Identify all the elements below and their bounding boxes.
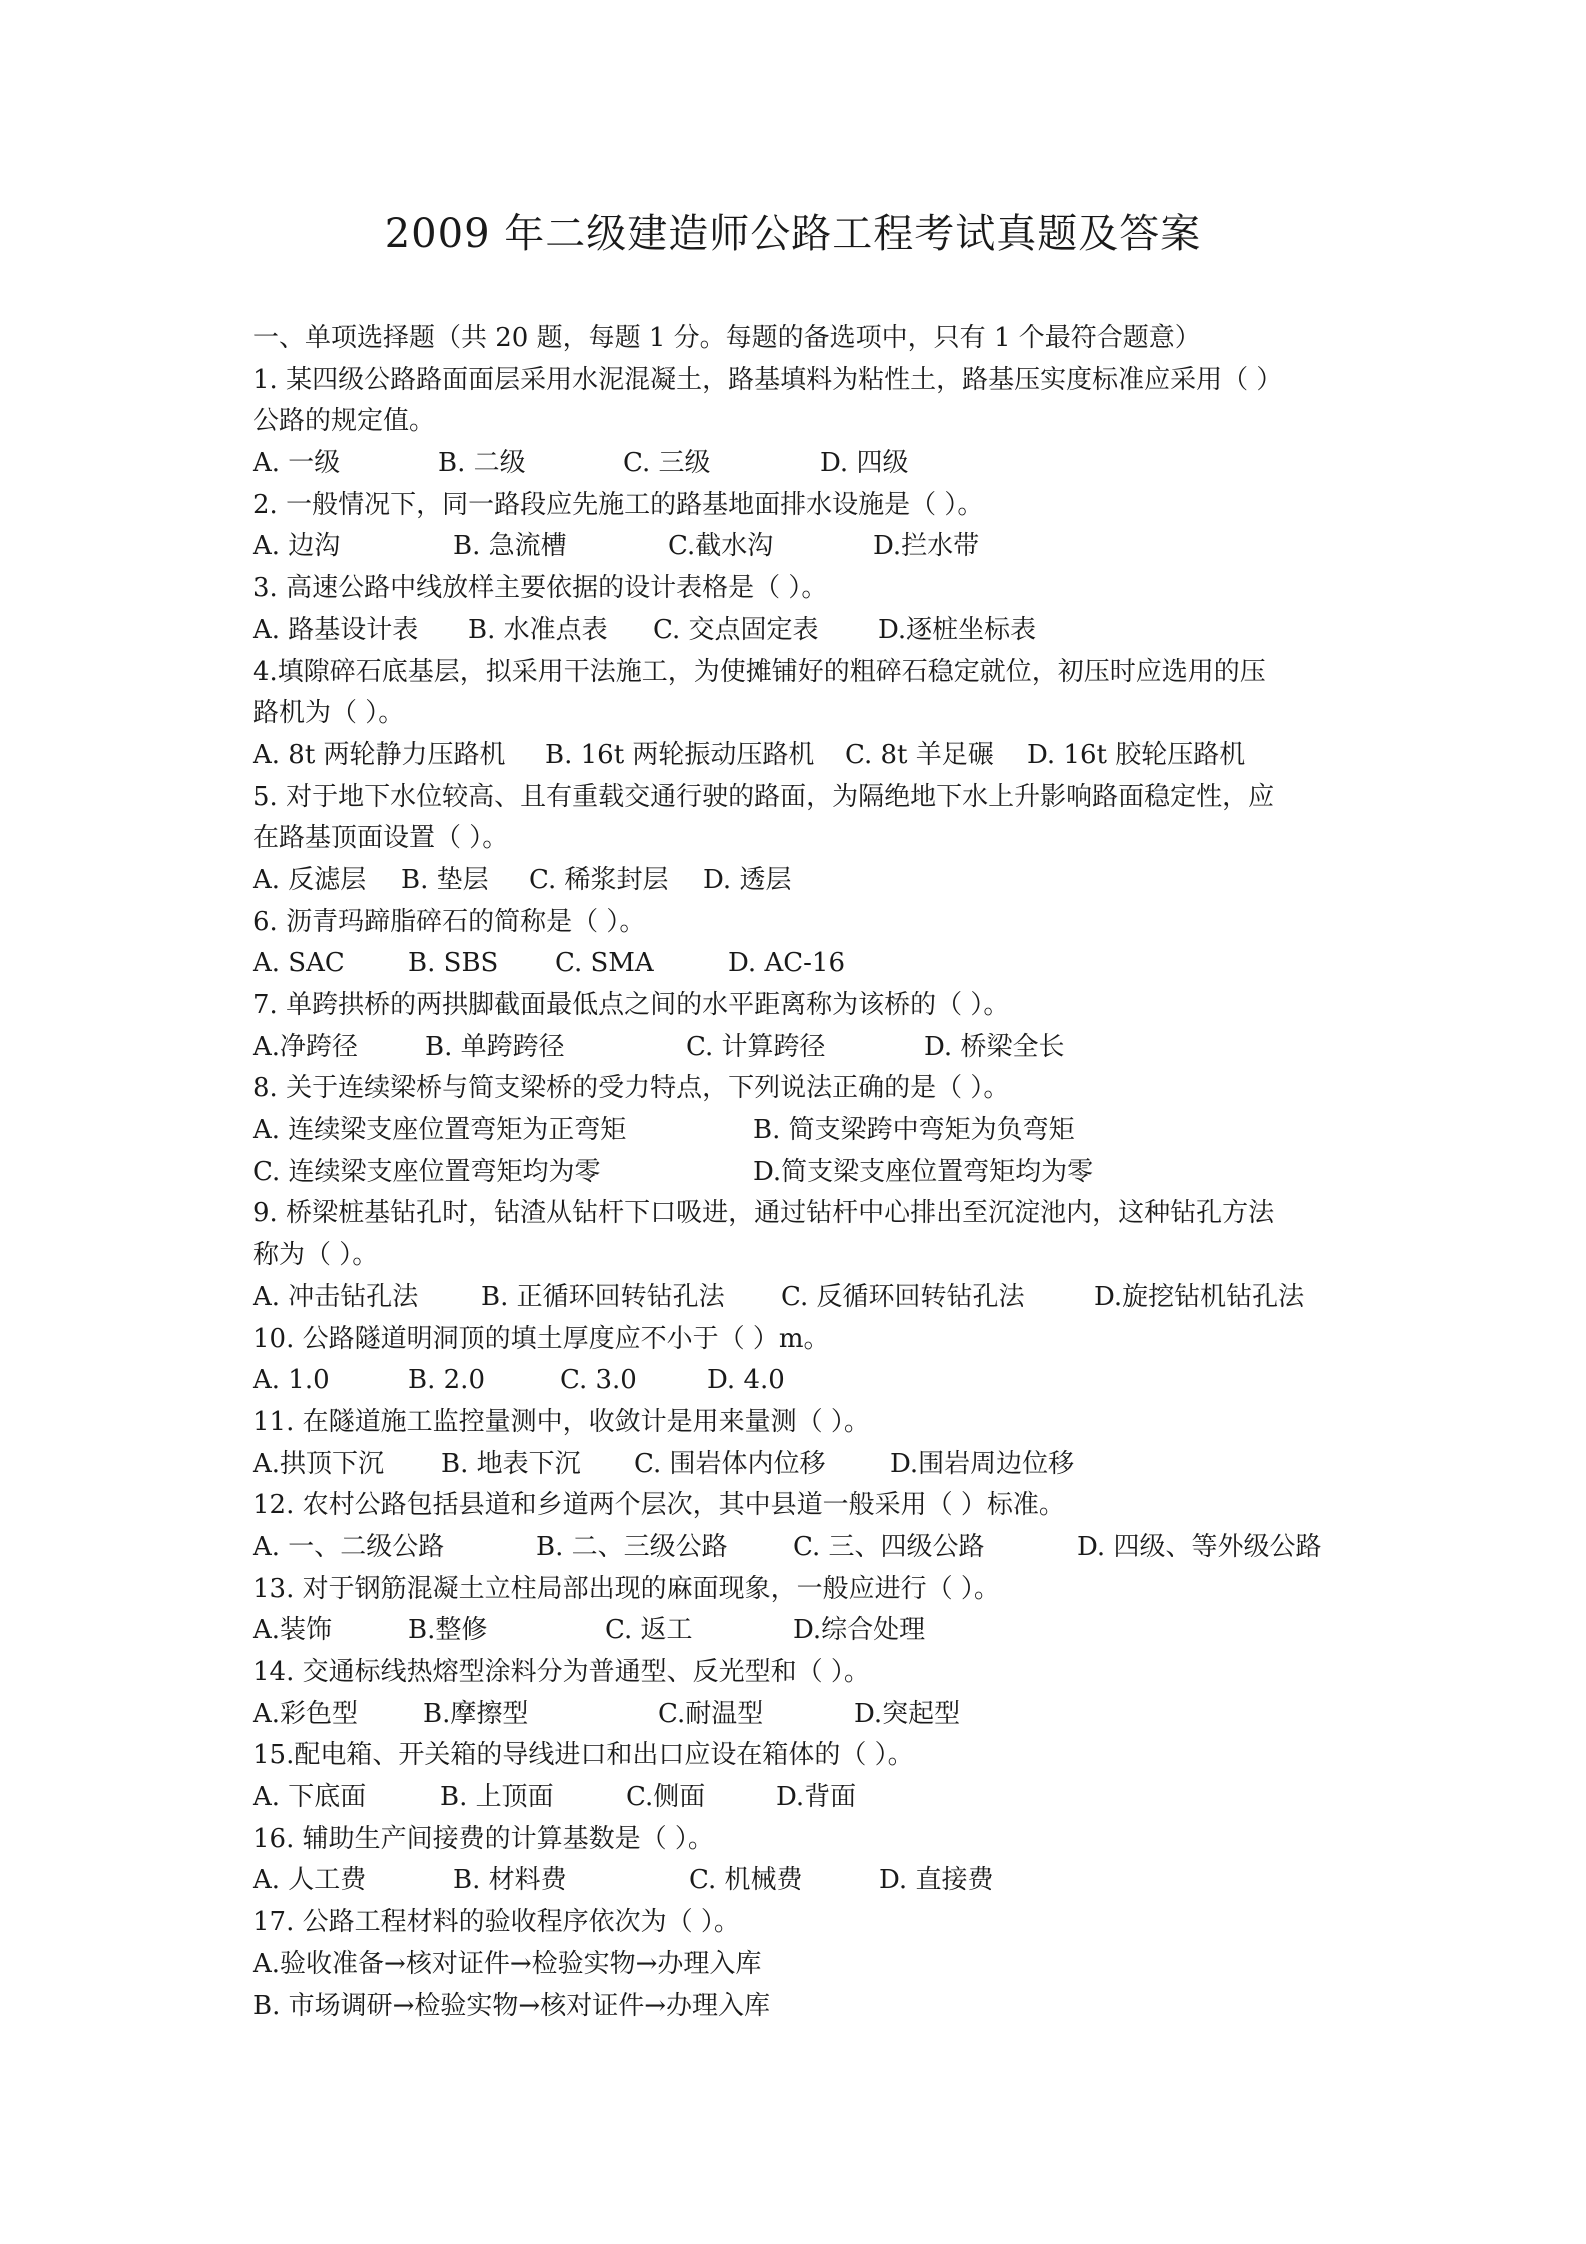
question-stem: 4.填隙碎石底基层，拟采用干法施工，为使摊铺好的粗碎石稳定就位，初压时应选用的压 bbox=[253, 656, 1266, 687]
option-d: D. 透层 bbox=[703, 864, 792, 895]
option-d: D.背面 bbox=[776, 1782, 857, 1813]
question-list bbox=[253, 318, 1353, 2027]
option-b: B. 急流槽 bbox=[453, 531, 567, 562]
option-b: B. 二级 bbox=[438, 448, 526, 479]
question-item bbox=[253, 985, 1353, 1068]
option-a: A. 1.0 bbox=[253, 1365, 330, 1396]
option-b: B.整修 bbox=[408, 1615, 488, 1646]
document-title: 2009 年二级建造师公路工程考试真题及答案 bbox=[384, 211, 1202, 257]
option-a: A.彩色型 bbox=[253, 1698, 359, 1729]
question-item bbox=[253, 360, 1353, 485]
question-stem: 15.配电箱、开关箱的导线进口和出口应设在箱体的（ ）。 bbox=[253, 1740, 914, 1771]
option-b: B. 地表下沉 bbox=[441, 1448, 581, 1479]
option-a: A.验收准备→核对证件→检验实物→办理入库 bbox=[253, 1948, 762, 1979]
option-b: B. 简支梁跨中弯矩为负弯矩 bbox=[753, 1115, 1075, 1146]
option-a: A. 一、二级公路 bbox=[253, 1531, 445, 1562]
option-row bbox=[253, 1444, 1353, 1486]
option-row bbox=[253, 860, 1353, 902]
option-row bbox=[253, 610, 1353, 652]
question-stem: 11. 在隧道施工监控量测中，收敛计是用来量测（ ）。 bbox=[253, 1406, 870, 1437]
option-a: A. 一级 bbox=[253, 448, 341, 479]
option-a: A. 路基设计表 bbox=[253, 614, 419, 645]
option-c: C. 反循环回转钻孔法 bbox=[781, 1281, 1025, 1312]
option-b: B. 上顶面 bbox=[440, 1782, 554, 1813]
option-row bbox=[253, 1527, 1353, 1569]
option-c: C. 机械费 bbox=[689, 1865, 803, 1896]
option-b: B. 单跨跨径 bbox=[425, 1031, 565, 1062]
option-b: B. 垫层 bbox=[401, 864, 489, 895]
question-item bbox=[253, 777, 1353, 902]
question-item bbox=[253, 902, 1353, 985]
option-c: C. 稀浆封层 bbox=[529, 864, 669, 895]
option-row bbox=[253, 1110, 1353, 1152]
option-row bbox=[253, 443, 1353, 485]
option-b: B.摩擦型 bbox=[423, 1698, 529, 1729]
question-stem: 13. 对于钢筋混凝土立柱局部出现的麻面现象，一般应进行（ ）。 bbox=[253, 1573, 1000, 1604]
option-d: D.简支梁支座位置弯矩均为零 bbox=[753, 1156, 1094, 1187]
question-stem: 公路的规定值。 bbox=[253, 406, 436, 437]
question-item bbox=[253, 1569, 1353, 1652]
question-stem: 称为（ ）。 bbox=[253, 1240, 379, 1271]
option-d: D. 桥梁全长 bbox=[924, 1031, 1065, 1062]
question-stem: 7. 单跨拱桥的两拱脚截面最低点之间的水平距离称为该桥的（ ）。 bbox=[253, 990, 1010, 1020]
option-b: B. 二、三级公路 bbox=[536, 1531, 728, 1562]
question-item bbox=[253, 1735, 1353, 1818]
option-d: D.拦水带 bbox=[873, 531, 980, 562]
option-b: B. 2.0 bbox=[408, 1365, 485, 1396]
option-c: C.侧面 bbox=[626, 1782, 706, 1813]
option-d: D.围岩周边位移 bbox=[890, 1448, 1075, 1479]
question-stem: 路机为（ ）。 bbox=[253, 698, 405, 729]
option-row bbox=[253, 1152, 1353, 1194]
question-item bbox=[253, 1652, 1353, 1735]
question-stem: 14. 交通标线热熔型涂料分为普通型、反光型和（ ）。 bbox=[253, 1657, 870, 1687]
option-row bbox=[253, 1777, 1353, 1819]
option-b: B. SBS bbox=[408, 948, 499, 979]
question-stem: 1. 某四级公路路面面层采用水泥混凝土，路基填料为粘性土，路基压实度标准应采用（ ） bbox=[253, 364, 1283, 395]
option-d: D. AC-16 bbox=[728, 948, 845, 979]
option-b: B. 正循环回转钻孔法 bbox=[481, 1281, 725, 1312]
option-row bbox=[253, 1360, 1353, 1402]
question-stem: 5. 对于地下水位较高、且有重载交通行驶的路面，为隔绝地下水上升影响路面稳定性，应 bbox=[253, 781, 1275, 812]
question-stem: 9. 桥梁桩基钻孔时，钻渣从钻杆下口吸进，通过钻杆中心排出至沉淀池内，这种钻孔方法 bbox=[253, 1198, 1275, 1229]
option-a: A. 8t 两轮静力压路机 bbox=[253, 739, 506, 770]
option-row bbox=[253, 1860, 1353, 1902]
option-d: D. 4.0 bbox=[707, 1365, 785, 1396]
option-d: D. 直接费 bbox=[879, 1865, 994, 1896]
option-row bbox=[253, 735, 1353, 777]
question-item bbox=[253, 1319, 1353, 1402]
question-stem: 3. 高速公路中线放样主要依据的设计表格是（ ）。 bbox=[253, 573, 828, 604]
option-c: C. 连续梁支座位置弯矩均为零 bbox=[253, 1156, 601, 1187]
option-b: B. 16t 两轮振动压路机 bbox=[545, 739, 815, 770]
option-a: A. 冲击钻孔法 bbox=[253, 1281, 419, 1312]
option-c: C. 返工 bbox=[605, 1615, 693, 1646]
option-a: A. 人工费 bbox=[253, 1865, 367, 1896]
option-c: C. 三、四级公路 bbox=[793, 1531, 985, 1562]
option-row bbox=[253, 943, 1353, 985]
question-stem: 8. 关于连续梁桥与简支梁桥的受力特点，下列说法正确的是（ ）。 bbox=[253, 1073, 1010, 1104]
option-c: C.耐温型 bbox=[658, 1698, 764, 1729]
option-a: A.装饰 bbox=[253, 1615, 333, 1646]
option-row bbox=[253, 1277, 1353, 1319]
question-item bbox=[253, 1902, 1353, 2027]
option-d: D.综合处理 bbox=[793, 1615, 926, 1646]
question-stem: 6. 沥青玛蹄脂碎石的简称是（ ）。 bbox=[253, 906, 646, 937]
option-d: D. 四级 bbox=[820, 448, 909, 479]
option-d: D.突起型 bbox=[854, 1698, 961, 1729]
question-stem: 2. 一般情况下，同一路段应先施工的路基地面排水设施是（ ）。 bbox=[253, 489, 984, 520]
option-row bbox=[253, 526, 1353, 568]
option-b: B. 水准点表 bbox=[468, 614, 608, 645]
option-d: D. 四级、等外级公路 bbox=[1077, 1531, 1322, 1562]
question-item bbox=[253, 485, 1353, 568]
option-c: C. 交点固定表 bbox=[653, 614, 819, 645]
option-a: A.净跨径 bbox=[253, 1031, 359, 1062]
question-stem: 在路基顶面设置（ ）。 bbox=[253, 823, 509, 854]
question-item bbox=[253, 652, 1353, 777]
option-c: C. 8t 羊足碾 bbox=[845, 739, 994, 770]
option-row bbox=[253, 1027, 1353, 1069]
option-c: C. 3.0 bbox=[560, 1365, 637, 1396]
question-item bbox=[253, 1193, 1353, 1318]
option-a: A. SAC bbox=[253, 948, 345, 979]
option-a: A.拱顶下沉 bbox=[253, 1448, 385, 1479]
option-c: C.截水沟 bbox=[668, 531, 774, 562]
option-row bbox=[253, 1610, 1353, 1652]
question-item bbox=[253, 1485, 1353, 1568]
option-c: C. 三级 bbox=[623, 448, 711, 479]
option-c: C. 计算跨径 bbox=[686, 1031, 826, 1062]
question-stem: 17. 公路工程材料的验收程序依次为（ ）。 bbox=[253, 1907, 740, 1938]
option-a: A. 边沟 bbox=[253, 531, 341, 562]
option-c: C. 围岩体内位移 bbox=[634, 1448, 826, 1479]
section-heading: 一、单项选择题（共 20 题，每题 1 分。每题的备选项中，只有 1 个最符合题意） bbox=[253, 323, 1201, 353]
option-d: D.旋挖钻机钻孔法 bbox=[1094, 1281, 1305, 1312]
question-item bbox=[253, 1068, 1353, 1193]
option-c: C. SMA bbox=[555, 948, 654, 979]
option-a: A. 反滤层 bbox=[253, 864, 367, 895]
option-b: B. 市场调研→检验实物→核对证件→办理入库 bbox=[253, 1990, 770, 2021]
question-item bbox=[253, 1819, 1353, 1902]
option-d: D. 16t 胶轮压路机 bbox=[1027, 739, 1246, 770]
option-a: A. 连续梁支座位置弯矩为正弯矩 bbox=[253, 1115, 627, 1146]
question-item bbox=[253, 568, 1353, 651]
option-row bbox=[253, 1694, 1353, 1736]
question-stem: 12. 农村公路包括县道和乡道两个层次，其中县道一般采用（ ）标准。 bbox=[253, 1490, 1065, 1521]
question-stem: 16. 辅助生产间接费的计算基数是（ ）。 bbox=[253, 1823, 714, 1854]
question-stem: 10. 公路隧道明洞顶的填土厚度应不小于（ ）m。 bbox=[253, 1323, 830, 1354]
option-d: D.逐桩坐标表 bbox=[878, 614, 1037, 645]
option-b: B. 材料费 bbox=[453, 1865, 567, 1896]
option-a: A. 下底面 bbox=[253, 1782, 367, 1813]
question-item bbox=[253, 1402, 1353, 1485]
